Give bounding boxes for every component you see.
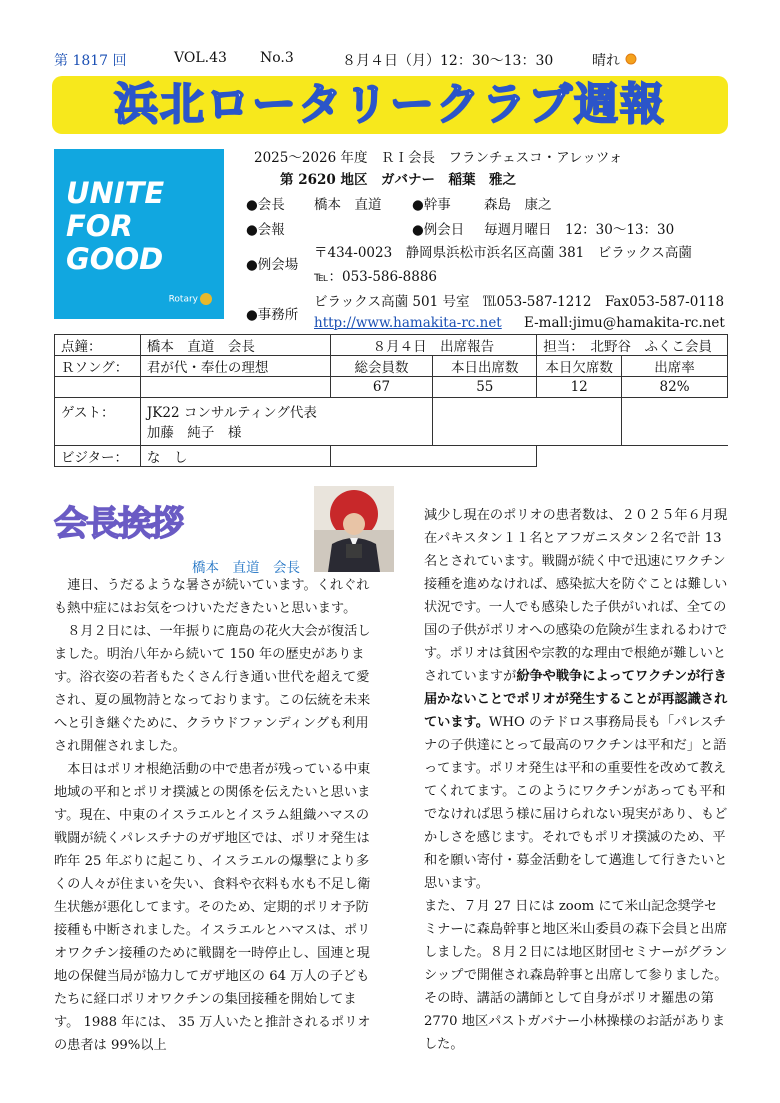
secretary-name: 森島 康之 bbox=[484, 197, 552, 213]
header-rate: 出席率 bbox=[622, 356, 728, 377]
greeting-author: 橋本 直道 会長 bbox=[192, 560, 300, 576]
header-attendance: 本日出席数 bbox=[433, 356, 537, 377]
visitor-label: ビジター： bbox=[55, 446, 141, 467]
president-photo bbox=[314, 486, 394, 572]
title-banner bbox=[52, 76, 728, 134]
attendance-rate: 82% bbox=[622, 377, 728, 398]
club-website-link[interactable]: http://www.hamakita-rc.net bbox=[314, 315, 502, 331]
president-label: ●会長 bbox=[246, 197, 285, 213]
weather: 晴れ bbox=[592, 53, 620, 69]
charge-cell: 担当： 北野谷 ふくこ会員 bbox=[537, 335, 728, 356]
greeting-paragraph: ８月２日には、一年振りに鹿島の花火大会が復活しました。明治八年から続いて 150 年の歴史があります。浴衣姿の若者もたくさん行き通い世代を超えて愛され、夏の風物詩となっております。この伝統を未来へと引き継ぐために、クラウドファンディングも利用され開催されました。 bbox=[54, 624, 371, 754]
ri-president-line: 2025〜2026 年度 ＲＩ会長 フランチェスコ・アレッツォ bbox=[254, 150, 623, 166]
guest-label: ゲスト： bbox=[55, 398, 141, 446]
emphasis-text: 紛争や戦争によってワクチンが行き届かないことでポリオが発生することが再認識されています。 bbox=[424, 669, 728, 730]
greeting-paragraph: また、７月 27 日には zoom にて米山記念奨学セミナーに森島幹事と地区米山委員の森下会員と出席しました。８月２日には地区財団セミナーがグランシップで開催され森島幹事と出席して参りました。その時、講話の講師として自身がポリオ羅患の第 2770 地区パストガバナー小林操様のお話がありました。 bbox=[424, 899, 728, 1052]
office-address: ビラックス高薗 501 号室 ℡053-587-1212 Fax053-587-0118 bbox=[314, 294, 725, 310]
volume: VOL.43 bbox=[174, 50, 227, 66]
logo-slogan: UNITE FOR GOOD bbox=[66, 176, 165, 276]
rotary-brand: Rotary bbox=[169, 293, 212, 305]
sun-icon bbox=[624, 52, 638, 70]
newsletter-title: 浜北ロータリークラブ週報 bbox=[114, 79, 666, 130]
meeting-day-label: ●例会日 bbox=[412, 222, 465, 238]
rotary-wheel-icon bbox=[200, 293, 212, 305]
issue-no: No.3 bbox=[260, 50, 294, 66]
table-row bbox=[55, 356, 728, 377]
song-label: Ｒソング： bbox=[55, 356, 141, 377]
table-row bbox=[55, 335, 728, 356]
club-email: E-mall:jimu@hamakita-rc.net bbox=[524, 315, 725, 331]
greeting-paragraph: 本日はポリオ根絶活動の中で患者が残っている中東地域の平和とポリオ撲滅との関係を伝えたいと思います。現在、中東のイスラエルとイスラム組織ハマスの戦闘が続くパレスチナのガザ地区では、ポリオ発生は昨年 25 年ぶりに起こり、イスラエルの爆撃により多くの人々が住まいを失い、食料や衣料も水も不足し衛生状態が悪化してます。そのため、定期的ポリオ予防接種も中断されました。イスラエルとハマスは、ポリオワクチン接種のために戦闘を一時停止し、国連と現地の保健当局が協力してガザ地区の 64 万人の子どもたちに経口ポリオワクチンの集団接種を開始してます。 1988 年には、 35 万人いたと推計されるポリオの患者は 99%以上 bbox=[54, 762, 371, 1053]
guest-name: 加藤 純子 様 bbox=[146, 425, 242, 441]
office-label: ●事務所 bbox=[246, 307, 299, 323]
header-total-members: 総会員数 bbox=[330, 356, 433, 377]
issue-header bbox=[54, 50, 734, 72]
bell-person: 橋本 直道 会長 bbox=[140, 335, 330, 356]
table-row bbox=[55, 377, 728, 398]
district-governor-line: 第 2620 地区 ガバナー 稲葉 雅之 bbox=[280, 172, 516, 188]
meeting-date: ８月４日（月）12：30〜13：30 bbox=[342, 53, 554, 69]
attendance-table bbox=[54, 334, 728, 467]
absence-count: 12 bbox=[537, 377, 622, 398]
song-title: 君が代・奉仕の理想 bbox=[140, 356, 330, 377]
greeting-right-column bbox=[424, 504, 728, 1056]
attendance-report-title: ８月４日 出席報告 bbox=[330, 335, 537, 356]
visitor-value: な し bbox=[140, 446, 330, 467]
president-name: 橋本 直道 bbox=[314, 197, 382, 213]
table-row bbox=[55, 446, 728, 467]
greeting-title: 会長挨拶 bbox=[54, 504, 182, 544]
venue-label: ●例会場 bbox=[246, 257, 299, 273]
greeting-left-column bbox=[54, 574, 374, 1057]
table-row bbox=[55, 398, 728, 446]
greeting-paragraph: 連日、うだるような暑さが続いています。くれぐれも熱中症にはお気をつけいただきたいと思います。 bbox=[54, 578, 370, 616]
total-members: 67 bbox=[330, 377, 433, 398]
meeting-day: 毎週月曜日 12：30〜13：30 bbox=[484, 222, 675, 238]
bell-label: 点鐘： bbox=[55, 335, 141, 356]
guest-cell bbox=[140, 398, 433, 446]
header-absence: 本日欠席数 bbox=[537, 356, 622, 377]
attendance-count: 55 bbox=[433, 377, 537, 398]
guest-org: JK22 コンサルティング代表 bbox=[146, 405, 317, 421]
issue-number: 第 1817 回 bbox=[54, 53, 127, 69]
venue-tel: ℡：053-586-8886 bbox=[314, 269, 438, 285]
venue-address: 〒434-0023 静岡県浜松市浜名区高薗 381 ビラックス高薗 bbox=[314, 245, 692, 261]
unite-for-good-logo bbox=[54, 149, 224, 319]
secretary-label: ●幹事 bbox=[412, 197, 451, 213]
bulletin-label: ●会報 bbox=[246, 222, 285, 238]
greeting-paragraph: 減少し現在のポリオの患者数は、２０２５年６月現在パキスタン１１名とアフガニスタン２名で計 13 名とされています。戦闘が続く中で迅速にワクチン接種を進めなければ、感染拡大を防ぐことは難しい状況です。一人でも感染した子供がいれば、全ての国の子供がポリオへの感染の危険が生まれるわけです。ポリオは貧困や宗教的な理由で根絶が難しいとされていますが紛争や戦争によってワクチンが行き届かないことでポリオが発生することが再認識されています。WHO のテドロス事務局長も「パレスチナの子供達にとって最高のワクチンは平和だ」と語ってます。ポリオ発生は平和の重要性を改めて教えてくれてます。このようにワクチンがあっても平和でなければ思う様に届けられない現実があり、もどかしさを感じます。それでもポリオ撲滅のため、平和を願い寄付・募金活動をして邁進して行きたいと思います。 bbox=[424, 508, 728, 891]
